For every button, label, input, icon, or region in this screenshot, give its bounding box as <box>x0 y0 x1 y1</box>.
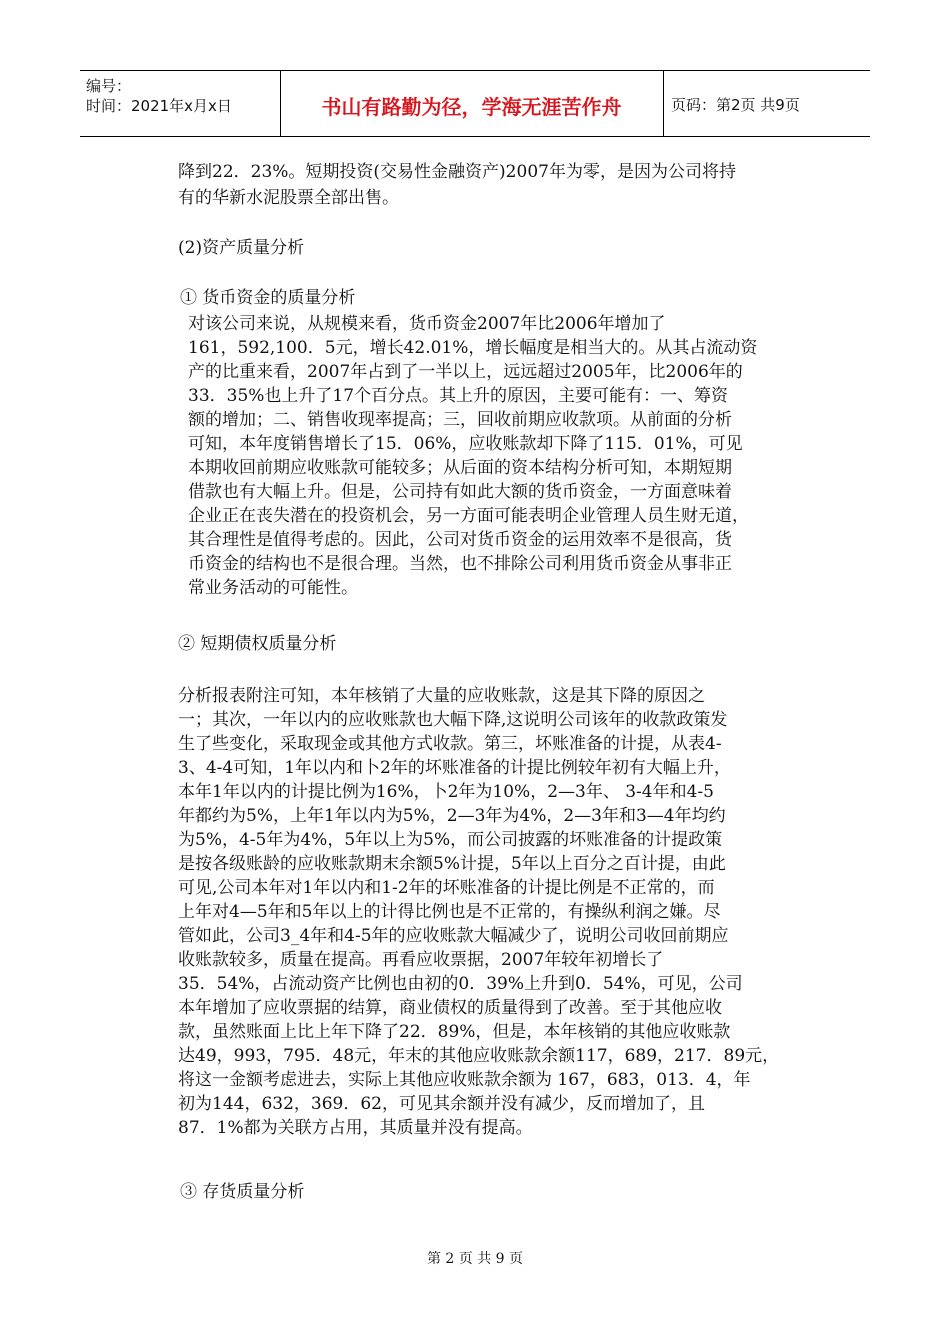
body-line: 其合理性是值得考虑的。因此，公司对货币资金的运用效率不是很高，货 <box>188 530 732 550</box>
body-line: 降到22．23%。短期投资(交易性金融资产)2007年为零，是因为公司将持 <box>178 162 736 182</box>
body-line: 常业务活动的可能性。 <box>188 578 358 598</box>
body-line: 对该公司来说，从规模来看，货币资金2007年比2006年增加了 <box>188 314 666 334</box>
body-line: 分析报表附注可知，本年核销了大量的应收账款，这是其下降的原因之 <box>178 686 705 706</box>
subsection-title: ③ 存货质量分析 <box>180 1182 305 1202</box>
body-line: 有的华新水泥股票全部出售。 <box>178 188 399 208</box>
body-line: 款，虽然账面上比上年下降了22．89%，但是，本年核销的其他应收账款 <box>178 1022 731 1042</box>
header-motto-cell <box>280 71 664 136</box>
body-line: 本年1年以内的计提比例为16%，卜2年为10%，2—3年、 3-4年和4-5 <box>178 782 714 802</box>
body-line: 企业正在丧失潜在的投资机会，另一方面可能表明企业管理人员生财无道， <box>188 506 749 526</box>
body-line: 年都约为5%，上年1年以内为5%，2—3年为4%，2—3年和3—4年均约 <box>178 806 726 826</box>
body-line: 3、4-4可知，1年以内和卜2年的坏账准备的计提比例较年初有大幅上升， <box>178 758 731 778</box>
body-line: 一；其次，一年以内的应收账款也大幅下降,这说明公司该年的收款政策发 <box>178 710 728 730</box>
body-line: 管如此，公司3_4年和4-5年的应收账款大幅减少了，说明公司收回前期应 <box>178 926 729 946</box>
header-meta-cell <box>80 71 281 136</box>
page-footer: 第 2 页 共 9 页 <box>426 1251 524 1267</box>
body-line: 初为144，632，369．62，可见其余额并没有减少，反而增加了，且 <box>178 1094 705 1114</box>
body-line: 达49，993，795．48元，年末的其他应收账款余额117，689，217．89元， <box>178 1046 780 1066</box>
body-line: 收账款较多，质量在提高。再看应收票据，2007年较年初增长了 <box>178 950 664 970</box>
document-time-label: 时间：2021年x月x日 <box>86 97 232 115</box>
body-line: 本期收回前期应收账款可能较多；从后面的资本结构分析可知，本期短期 <box>188 458 732 478</box>
body-line: 35．54%，占流动资产比例也由初的0．39%上升到0．54%，可见，公司 <box>178 974 743 994</box>
header-page-cell <box>663 71 870 136</box>
body-line: 上年对4—5年和5年以上的计得比例也是不正常的，有操纵利润之嫌。尽 <box>178 902 721 922</box>
body-line: 借款也有大幅上升。但是，公司持有如此大额的货币资金，一方面意味着 <box>188 482 732 502</box>
body-line: 币资金的结构也不是很合理。当然，也不排除公司利用货币资金从事非正 <box>188 554 732 574</box>
body-line: 为5%，4-5年为4%，5年以上为5%，而公司披露的坏账准备的计提政策 <box>178 830 723 850</box>
subsection-title: ② 短期债权质量分析 <box>178 634 337 654</box>
body-line: 33．35%也上升了17个百分点。其上升的原因，主要可能有：一、筹资 <box>188 386 729 406</box>
body-line: 是按各级账龄的应收账款期末余额5%计提，5年以上百分之百计提，由此 <box>178 854 726 874</box>
subsection-title: ① 货币资金的质量分析 <box>180 288 356 308</box>
body-line: 161，592,100．5元，增长42.01%，增长幅度是相当大的。从其占流动资 <box>188 338 758 358</box>
body-line: 生了些变化，采取现金或其他方式收款。第三，坏账准备的计提，从表4- <box>178 734 722 754</box>
page-header <box>80 70 870 137</box>
body-line: 可知，本年度销售增长了15．06%，应收账款却下降了115．01%，可见 <box>188 434 743 454</box>
body-line: 87．1%都为关联方占用，其质量并没有提高。 <box>178 1118 533 1138</box>
body-line: 产的比重来看，2007年占到了一半以上，远远超过2005年，比2006年的 <box>188 362 743 382</box>
header-page-info: 页码：第2页 共9页 <box>671 96 800 114</box>
body-line: 将这一金额考虑进去，实际上其他应收账款余额为 167，683，013．4，年 <box>178 1070 751 1090</box>
body-line: 本年增加了应收票据的结算，商业债权的质量得到了改善。至于其他应收 <box>178 998 722 1018</box>
body-line: 可见,公司本年对1年以内和1-2年的坏账准备的计提比例是不正常的，而 <box>178 878 715 898</box>
body-line: 额的增加；二、销售收现率提高；三，回收前期应收款项。从前面的分析 <box>188 410 732 430</box>
section-heading: (2)资产质量分析 <box>178 238 305 258</box>
header-motto: 书山有路勤为径，学海无涯苦作舟 <box>321 95 622 119</box>
document-number-label: 编号： <box>86 77 132 95</box>
